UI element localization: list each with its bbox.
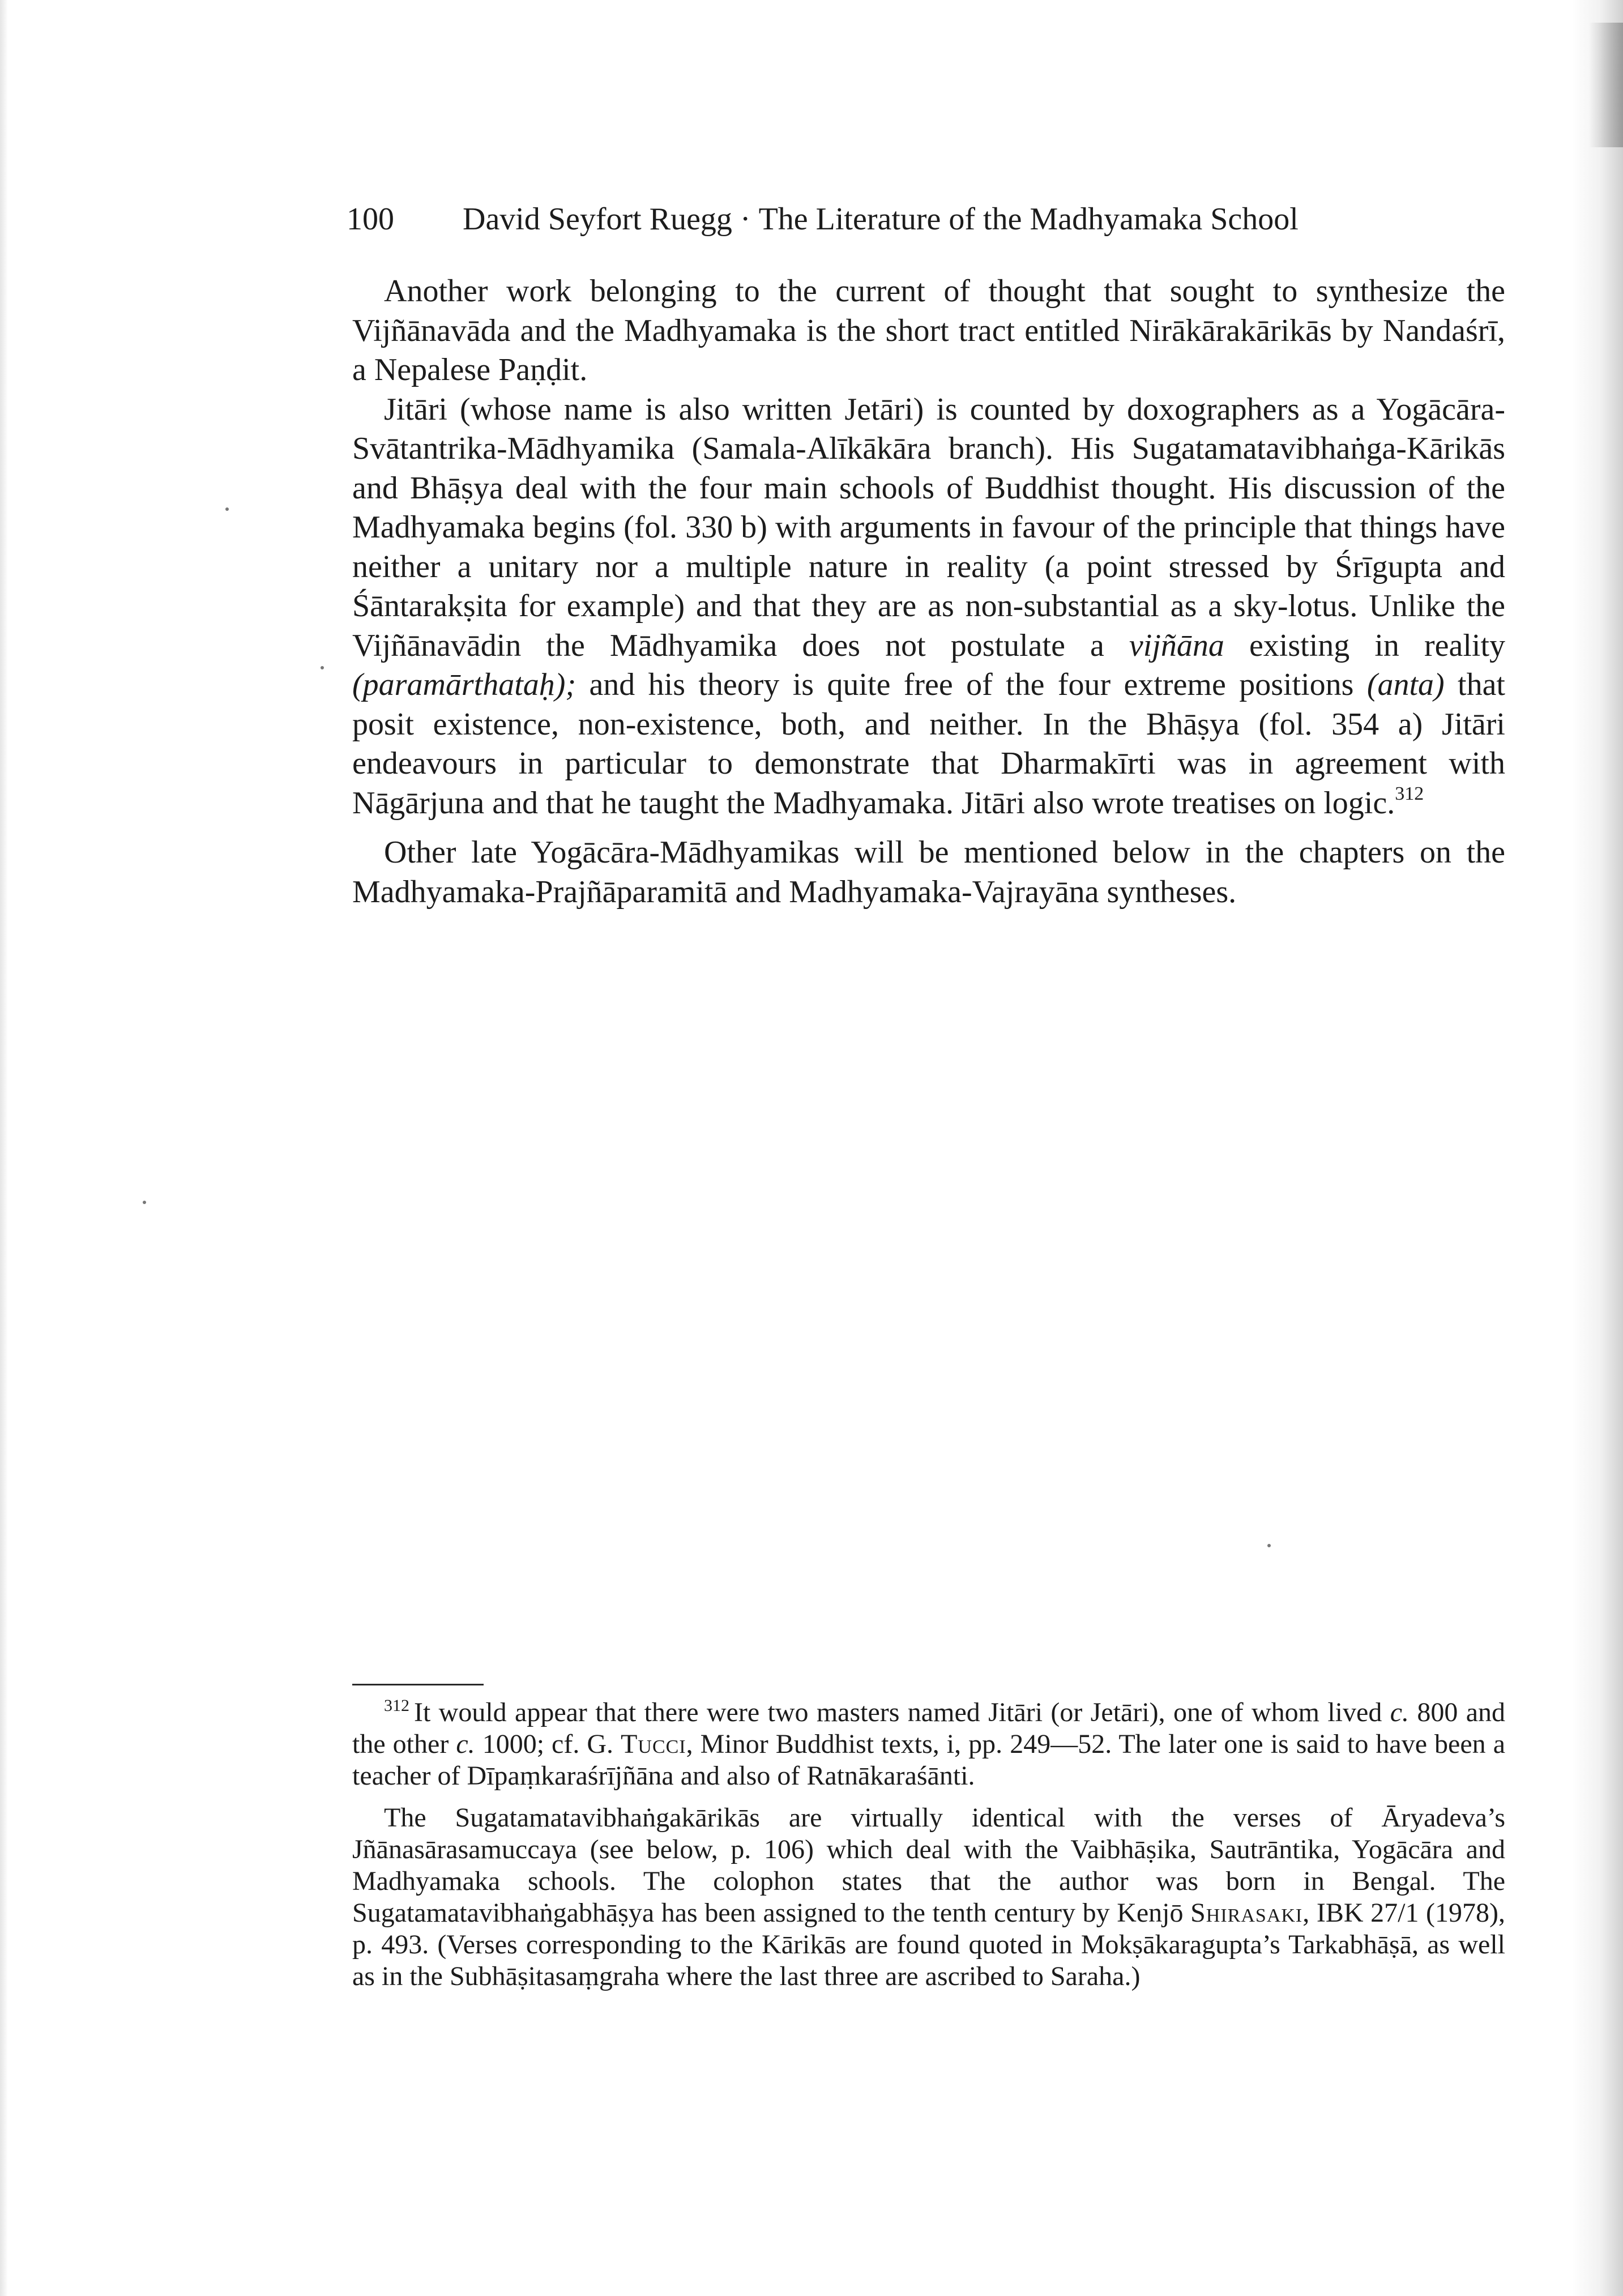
- scan-edge-left: [0, 0, 8, 2296]
- scan-edge-shadow: [1572, 0, 1623, 2296]
- footnote-312-part-c: 1000; cf. G.: [475, 1729, 621, 1759]
- scan-speck: [143, 1201, 146, 1204]
- footnote-continuation-part-b: , IBK 27/1 (1978), p. 493. (Verses corresponding to the Kārikās are found quoted in Mokṣākaragupta’s Tarkabhāṣā, as well as in the Subhāṣitasaṃgraha where the last three are ascribed to Saraha.): [352, 1898, 1505, 1991]
- footnote-312: [352, 1697, 1505, 1792]
- paragraph-jitari-part-d: that posit existence, non-existence, both, and neither. In the Bhāṣya (fol. 354 a) Jitāri endeavours in particular to demonstrate that Dharmakīrti was in agreement with Nāgārjuna and that he taught the Madhyamaka. Jitāri also wrote treatises on logic.: [352, 667, 1505, 821]
- paragraph-jitari: [352, 390, 1505, 823]
- circa-abbrev: c.: [456, 1729, 475, 1759]
- term-vijnana: vijñāna: [1129, 628, 1224, 663]
- paragraph-jitari-part-c: and his theory is quite free of the four extreme positions: [576, 667, 1367, 702]
- footnote-312-continuation: [352, 1802, 1505, 1992]
- scan-speck: [1267, 1544, 1271, 1547]
- footnote-number: 312: [384, 1696, 409, 1715]
- footnote-312-part-d: , Minor Buddhist texts, i, pp. 249—52. The later one is said to have been a teacher of Dīpaṃkaraśrījñāna and also of Ratnākaraśānti.: [352, 1729, 1506, 1791]
- footnote-312-part-b: 800 and the other: [352, 1697, 1506, 1759]
- main-text: [352, 272, 1505, 912]
- paragraph-jitari-part-a: Jitāri (whose name is also written Jetāri) is counted by doxographers as a Yogācāra-Svātantrika-Mādhyamika (Samala-Alīkākāra branch). His Sugatamatavibhaṅga-Kārikās and Bhāṣya deal with the four main schools of Buddhist thought. His discussion of the Madhyamaka begins (fol. 330 b) with arguments in favour of the principle that things have neither a unitary nor a multiple nature in reality (a point stressed by Śrīgupta and Śāntarakṣita for example) and that they are as non-substantial as a sky-lotus. Unlike the Vijñānavādin the Mādhyamika does not postulate a: [352, 391, 1505, 663]
- footnote-312-part-a: It would appear that there were two masters named Jitāri (or Jetāri), one of whom lived: [414, 1697, 1390, 1727]
- term-anta: (anta): [1366, 667, 1445, 702]
- scan-speck: [321, 666, 324, 669]
- paragraph-jitari-part-b: existing in reality: [1224, 628, 1506, 663]
- page-number: 100: [347, 202, 394, 237]
- header-separator: ·: [740, 202, 751, 237]
- paragraph-nirakarakarikas: Another work belonging to the current of thought that sought to synthesize the Vijñānavāda and the Madhyamaka is the short tract entitled Nirākārakārikās by Nandaśrī, a Nepalese Paṇḍit.: [352, 274, 1505, 387]
- circa-abbrev: c.: [1390, 1697, 1409, 1727]
- footnote-reference[interactable]: 312: [1395, 783, 1424, 804]
- header-title: The Literature of the Madhyamaka School: [758, 202, 1299, 237]
- author-name-shirasaki: Shirasaki: [1190, 1898, 1303, 1928]
- term-paramarthatah: (paramārthataḥ);: [352, 667, 576, 702]
- footnotes: [352, 1697, 1505, 1992]
- running-head: [347, 199, 1411, 239]
- header-author: David Seyfort Ruegg: [463, 202, 732, 237]
- footnote-divider: [352, 1684, 484, 1685]
- scan-speck: [225, 507, 229, 511]
- footnote-continuation-part-a: The Sugatamatavibhaṅgakārikās are virtually identical with the verses of Āryadeva’s Jñānasārasamuccaya (see below, p. 106) which deal with the Vaibhāṣika, Sautrāntika, Yogācāra and Madhyamaka schools. The colophon states that the author was born in Bengal. The Sugatamatavibhaṅgabhāṣya has been assigned to the tenth century by Kenjō: [352, 1803, 1505, 1928]
- author-name-tucci: Tucci: [621, 1729, 686, 1759]
- paragraph-late-yogacara: Other late Yogācāra-Mādhyamikas will be mentioned below in the chapters on the Madhyamaka-Prajñāparamitā and Madhyamaka-Vajrayāna syntheses.: [352, 835, 1505, 910]
- scan-edge-dark-corner: [1589, 23, 1623, 147]
